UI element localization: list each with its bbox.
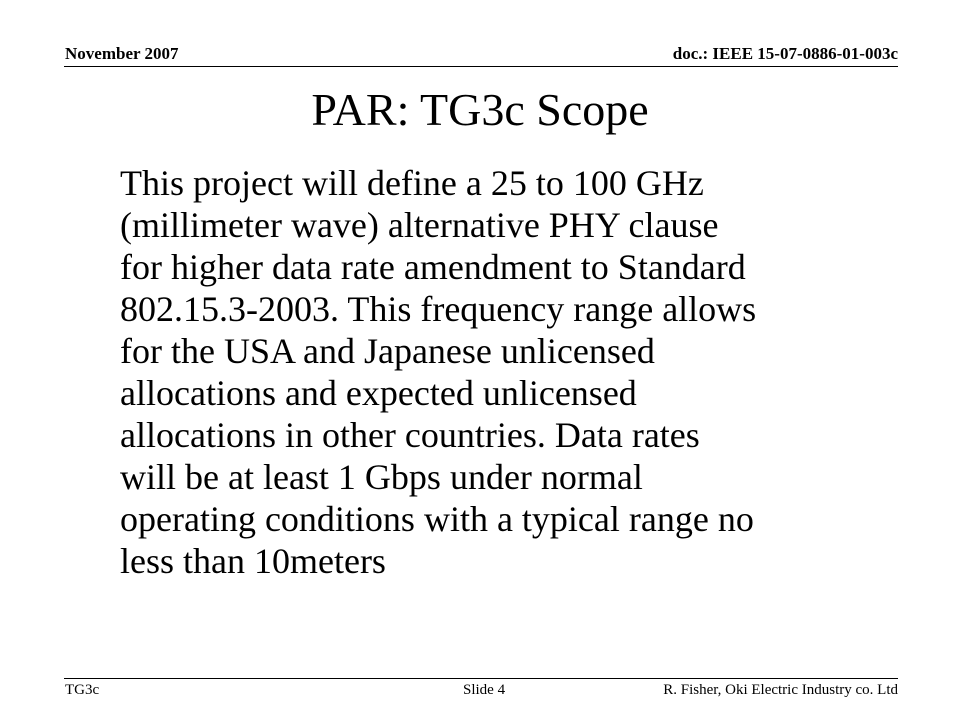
body-line: allocations and expected unlicensed (120, 373, 637, 413)
body-line: operating conditions with a typical range no (120, 499, 754, 539)
body-line: for higher data rate amendment to Standard (120, 247, 746, 287)
footer-divider (64, 678, 898, 679)
body-line: for the USA and Japanese unlicensed (120, 331, 655, 371)
body-line: will be at least 1 Gbps under normal (120, 457, 643, 497)
body-line: (millimeter wave) alternative PHY clause (120, 205, 719, 245)
body-line: allocations in other countries. Data rates (120, 415, 700, 455)
header-divider (64, 66, 898, 67)
body-line: This project will define a 25 to 100 GHz (120, 163, 704, 203)
header-date: November 2007 (65, 44, 179, 63)
slide-body-text (120, 162, 908, 582)
body-line: less than 10meters (120, 541, 386, 581)
body-line: 802.15.3-2003. This frequency range allows (120, 289, 757, 329)
header-doc-id: doc.: IEEE 15-07-0886-01-003c (672, 44, 898, 63)
footer-slide-number: Slide 4 (463, 682, 506, 698)
slide-title: PAR: TG3c Scope (311, 84, 649, 135)
footer-author: R. Fisher, Oki Electric Industry co. Ltd (663, 682, 898, 698)
footer-group: TG3c (65, 682, 100, 698)
